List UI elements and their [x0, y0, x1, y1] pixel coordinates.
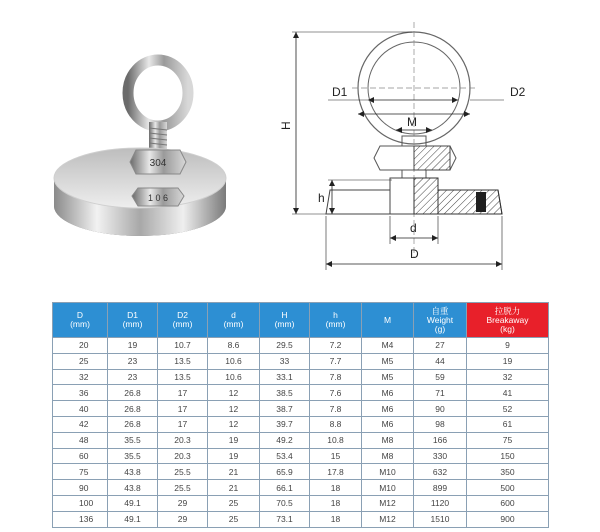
table-row	[53, 480, 549, 496]
table-cell: 49.1	[108, 511, 158, 527]
table-header-cell	[208, 303, 260, 338]
table-cell: M6	[362, 401, 414, 417]
table-cell: 36	[53, 385, 108, 401]
table-cell: 65.9	[260, 464, 310, 480]
table-cell: 10.6	[208, 369, 260, 385]
header-line: (mm)	[70, 319, 90, 329]
table-cell: 900	[467, 511, 549, 527]
table-cell: 26.8	[108, 416, 158, 432]
header-line: (mm)	[122, 319, 143, 329]
table-cell: M12	[362, 511, 414, 527]
table-row	[53, 448, 549, 464]
table-cell: 13.5	[158, 369, 208, 385]
table-cell: M12	[362, 495, 414, 511]
table-cell: 25	[208, 495, 260, 511]
table-cell: 19	[108, 338, 158, 354]
table-cell: 38.5	[260, 385, 310, 401]
table-cell: 19	[208, 448, 260, 464]
table-cell: M4	[362, 338, 414, 354]
table-cell: 33.1	[260, 369, 310, 385]
table-cell: 7.8	[310, 369, 362, 385]
cross-section-diagram	[272, 18, 590, 286]
table-cell: 17	[158, 416, 208, 432]
table-cell: 26.8	[108, 385, 158, 401]
table-cell: 70.5	[260, 495, 310, 511]
table-cell: 90	[414, 401, 467, 417]
table-cell: 19	[208, 432, 260, 448]
table-cell: 12	[208, 401, 260, 417]
table-cell: 48	[53, 432, 108, 448]
table-cell: 43.8	[108, 480, 158, 496]
table-cell: 25	[208, 511, 260, 527]
table-cell: M6	[362, 385, 414, 401]
label-d2: D2	[510, 85, 526, 99]
table-cell: 330	[414, 448, 467, 464]
table-row	[53, 464, 549, 480]
table-cell: 59	[414, 369, 467, 385]
table-cell: 18	[310, 495, 362, 511]
table-cell: 600	[467, 495, 549, 511]
table-header-cell	[362, 303, 414, 338]
table-cell: 632	[414, 464, 467, 480]
table-row	[53, 369, 549, 385]
table-cell: 12	[208, 385, 260, 401]
table-cell: 61	[467, 416, 549, 432]
table-cell: 10.7	[158, 338, 208, 354]
table-cell: 75	[53, 464, 108, 480]
table-cell: 29	[158, 511, 208, 527]
nut-engraving: 304	[149, 158, 167, 169]
table-cell: 19	[467, 353, 549, 369]
table-cell: 17.8	[310, 464, 362, 480]
table-cell: 25	[53, 353, 108, 369]
table-cell: M5	[362, 353, 414, 369]
table-cell: 32	[467, 369, 549, 385]
header-line: (kg)	[500, 323, 515, 334]
table-cell: 20	[53, 338, 108, 354]
table-cell: 12	[208, 416, 260, 432]
header-line: (mm)	[274, 319, 295, 329]
table-cell: 44	[414, 353, 467, 369]
table-cell: 98	[414, 416, 467, 432]
table-header-cell	[260, 303, 310, 338]
header-line: d	[231, 310, 236, 320]
table-cell: 60	[53, 448, 108, 464]
label-d-big: D	[410, 247, 419, 261]
label-m: M	[407, 115, 417, 129]
header-line: h	[333, 310, 338, 320]
table-cell: 29.5	[260, 338, 310, 354]
table-cell: M10	[362, 480, 414, 496]
header-line: (mm)	[172, 319, 193, 329]
table-cell: M10	[362, 464, 414, 480]
table-cell: 26.8	[108, 401, 158, 417]
header-line: (mm)	[223, 319, 244, 329]
table-row	[53, 511, 549, 527]
table-cell: 49.1	[108, 495, 158, 511]
table-cell: 38.7	[260, 401, 310, 417]
table-cell: 25.5	[158, 464, 208, 480]
table-cell: 75	[467, 432, 549, 448]
table-cell: 18	[310, 480, 362, 496]
table-cell: 27	[414, 338, 467, 354]
table-row	[53, 495, 549, 511]
table-cell: 17	[158, 385, 208, 401]
table-cell: 150	[467, 448, 549, 464]
header-line: D	[76, 310, 84, 320]
table-row	[53, 401, 549, 417]
table-row	[53, 385, 549, 401]
table-cell: 10.6	[208, 353, 260, 369]
table-cell: M6	[362, 416, 414, 432]
label-h-total: H	[279, 121, 293, 130]
table-cell: 23	[108, 353, 158, 369]
table-cell: 71	[414, 385, 467, 401]
table-cell: 17	[158, 401, 208, 417]
table-cell: 41	[467, 385, 549, 401]
technical-drawing	[272, 18, 590, 286]
table-cell: 49.2	[260, 432, 310, 448]
table-cell: 42	[53, 416, 108, 432]
table-cell: 7.2	[310, 338, 362, 354]
table-header-cell	[310, 303, 362, 338]
table-body	[53, 338, 549, 528]
table-cell: 1120	[414, 495, 467, 511]
table-row	[53, 416, 549, 432]
table-cell: 90	[53, 480, 108, 496]
table-header-cell	[414, 303, 467, 338]
spec-table-container	[52, 302, 548, 528]
table-cell: 136	[53, 511, 108, 527]
table-cell: 9	[467, 338, 549, 354]
table-row	[53, 432, 549, 448]
header-line: 自重	[431, 305, 449, 316]
header-line: D1	[127, 310, 138, 320]
table-header-cell	[108, 303, 158, 338]
table-cell: 29	[158, 495, 208, 511]
table-cell: 73.1	[260, 511, 310, 527]
label-h-small: h	[318, 191, 325, 205]
table-cell: 8.8	[310, 416, 362, 432]
header-line: M	[383, 314, 392, 325]
product-photo	[40, 38, 240, 248]
table-cell: 350	[467, 464, 549, 480]
table-header-cell	[53, 303, 108, 338]
table-cell: 23	[108, 369, 158, 385]
table-cell: M8	[362, 448, 414, 464]
table-row	[53, 353, 549, 369]
table-cell: 20.3	[158, 432, 208, 448]
table-cell: 15	[310, 448, 362, 464]
table-cell: 899	[414, 480, 467, 496]
table-cell: 166	[414, 432, 467, 448]
table-cell: 20.3	[158, 448, 208, 464]
header-line: (mm)	[325, 319, 346, 329]
table-header-cell	[467, 303, 549, 338]
table-cell: 13.5	[158, 353, 208, 369]
spec-table	[52, 302, 549, 528]
table-cell: 7.7	[310, 353, 362, 369]
table-cell: 8.6	[208, 338, 260, 354]
table-header-row	[53, 303, 549, 338]
header-line: (g)	[434, 323, 446, 334]
table-cell: 35.5	[108, 432, 158, 448]
table-cell: 21	[208, 464, 260, 480]
table-cell: 500	[467, 480, 549, 496]
header-line: 拉脱力	[494, 305, 521, 316]
header-line: Weight	[426, 314, 454, 325]
table-cell: 40	[53, 401, 108, 417]
label-d-small: d	[410, 221, 417, 235]
table-row	[53, 338, 549, 354]
table-cell: 25.5	[158, 480, 208, 496]
magnet-eyebolt-image	[40, 38, 240, 248]
table-cell: 100	[53, 495, 108, 511]
table-cell: 66.1	[260, 480, 310, 496]
label-d1: D1	[332, 85, 348, 99]
table-cell: 21	[208, 480, 260, 496]
table-cell: 35.5	[108, 448, 158, 464]
table-cell: 33	[260, 353, 310, 369]
table-cell: 7.8	[310, 401, 362, 417]
table-cell: 1510	[414, 511, 467, 527]
collar-engraving: 1 0 6	[147, 193, 169, 203]
table-cell: 53.4	[260, 448, 310, 464]
table-cell: 18	[310, 511, 362, 527]
header-line: D2	[177, 310, 188, 320]
table-cell: 32	[53, 369, 108, 385]
table-cell: 39.7	[260, 416, 310, 432]
table-cell: M8	[362, 432, 414, 448]
table-cell: 43.8	[108, 464, 158, 480]
table-cell: M5	[362, 369, 414, 385]
table-cell: 52	[467, 401, 549, 417]
header-line: H	[281, 310, 288, 320]
table-cell: 10.8	[310, 432, 362, 448]
table-cell: 7.6	[310, 385, 362, 401]
header-line: Breakaway	[486, 314, 529, 325]
table-header-cell	[158, 303, 208, 338]
